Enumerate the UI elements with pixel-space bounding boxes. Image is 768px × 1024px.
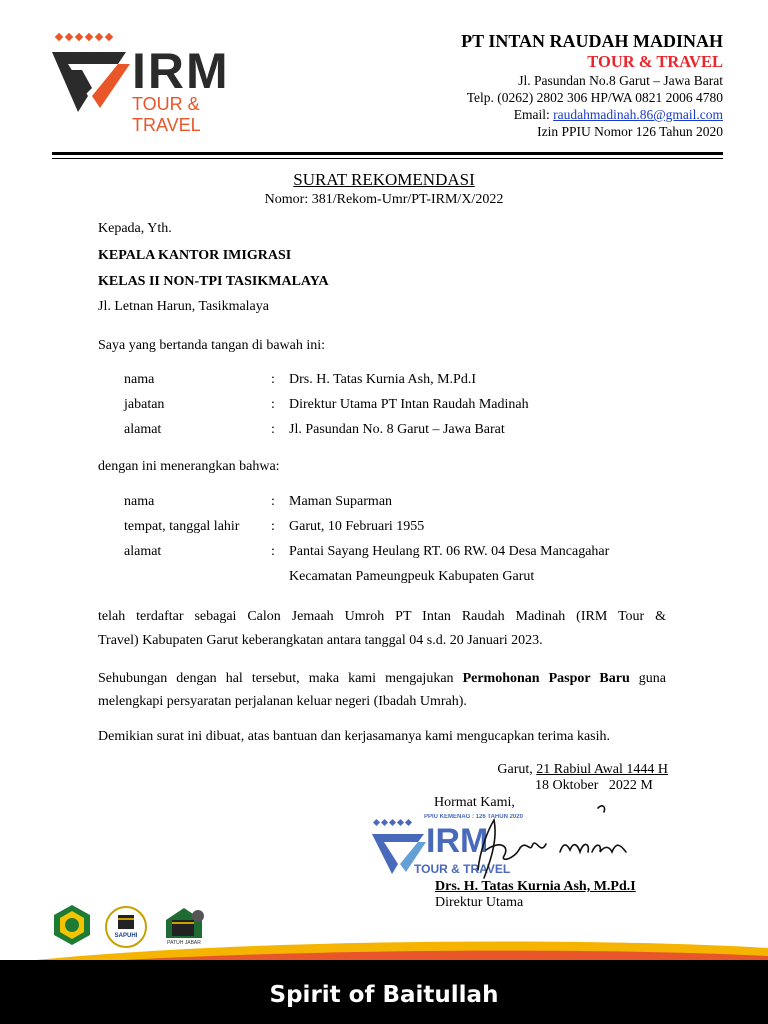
handwritten-signature bbox=[470, 800, 640, 890]
field-value: Drs. H. Tatas Kurnia Ash, M.Pd.I bbox=[289, 372, 476, 387]
stamp-caption: PPIU KEMENAG : 126 TAHUN 2020 bbox=[424, 814, 523, 820]
hijri-date: 21 Rabiul Awal 1444 H bbox=[536, 762, 668, 777]
letter-number: Nomor: 381/Rekom-Umr/PT-IRM/X/2022 bbox=[264, 192, 504, 207]
footer-slogan: Spirit of Baitullah bbox=[269, 982, 499, 1008]
paragraph-1-line2: Travel) Kabupaten Garut keberangkatan antara tanggal 04 s.d. 20 Januari 2023. bbox=[98, 633, 543, 648]
closing: Hormat Kami, bbox=[434, 795, 515, 810]
subject-address-line2: Kecamatan Pameungpeuk Kabupaten Garut bbox=[289, 569, 535, 584]
salutation: Kepada, Yth. bbox=[98, 221, 172, 236]
field-value: Pantai Sayang Heulang RT. 06 RW. 04 Desa Mancagahar bbox=[289, 544, 610, 559]
field-colon: : bbox=[271, 544, 275, 559]
para2-bold: Permohonan Paspor Baru bbox=[462, 671, 630, 686]
paragraph-2-line2: melengkapi persyaratan perjalanan keluar negeri (Ibadah Umrah). bbox=[98, 694, 467, 709]
field-colon: : bbox=[271, 397, 275, 412]
intro-text: Saya yang bertanda tangan di bawah ini: bbox=[98, 338, 326, 353]
company-license: Izin PPIU Nomor 126 Tahun 2020 bbox=[537, 124, 723, 139]
company-email-line bbox=[461, 106, 723, 123]
logo-wordmark: IRM bbox=[132, 43, 230, 99]
paragraph-2-line1 bbox=[98, 666, 666, 691]
company-tagline: TOUR & TRAVEL bbox=[587, 52, 723, 71]
greg-day-month: 18 Oktober bbox=[535, 778, 599, 793]
para2-post: guna bbox=[629, 671, 667, 686]
field-value: Garut, 10 Februari 1955 bbox=[289, 519, 425, 534]
field-colon: : bbox=[271, 519, 275, 534]
gregorian-date bbox=[535, 778, 653, 794]
field-value: Direktur Utama PT Intan Raudah Madinah bbox=[289, 397, 529, 412]
field-value: Jl. Pasundan No. 8 Garut – Jawa Barat bbox=[289, 422, 505, 437]
field-label: nama bbox=[124, 494, 155, 509]
field-label: alamat bbox=[124, 544, 162, 559]
company-address: Jl. Pasundan No.8 Garut – Jawa Barat bbox=[518, 73, 723, 88]
recipient-line1: KEPALA KANTOR IMIGRASI bbox=[98, 248, 292, 263]
company-name: PT INTAN RAUDAH MADINAH bbox=[461, 31, 723, 51]
email-link[interactable]: raudahmadinah.86@gmail.com bbox=[553, 107, 723, 122]
stamp-logo: IRM bbox=[426, 822, 489, 860]
stamp-subtext: TOUR & TRAVEL bbox=[414, 862, 511, 876]
header-rule-thick bbox=[52, 152, 723, 155]
sapuhi-label: SAPUHI bbox=[114, 933, 138, 939]
field-colon: : bbox=[271, 494, 275, 509]
company-phone: Telp. (0262) 2802 306 HP/WA 0821 2006 4780 bbox=[466, 90, 723, 105]
logo-subtext: TOUR & TRAVEL bbox=[132, 94, 201, 135]
header-rule-thin bbox=[52, 158, 723, 159]
field-colon: : bbox=[271, 372, 275, 387]
field-label: jabatan bbox=[124, 397, 165, 412]
signature-place-date bbox=[497, 762, 668, 778]
declare-text: dengan ini menerangkan bahwa: bbox=[98, 459, 280, 474]
signature-place: Garut, bbox=[497, 762, 537, 777]
paragraph-1-line1: telah terdaftar sebagai Calon Jemaah Umroh PT Intan Raudah Madinah (IRM Tour & bbox=[98, 609, 666, 624]
letter-title: SURAT REKOMENDASI bbox=[293, 170, 475, 189]
company-info bbox=[461, 30, 723, 140]
field-label: alamat bbox=[124, 422, 162, 437]
signer-position: Direktur Utama bbox=[435, 895, 524, 910]
field-label: nama bbox=[124, 372, 155, 387]
signer-name: Drs. H. Tatas Kurnia Ash, M.Pd.I bbox=[435, 879, 636, 894]
patuh-jabar-label: PATUH JABAR bbox=[167, 940, 201, 946]
field-value: Maman Suparman bbox=[289, 494, 393, 509]
para2-pre: Sehubungan dengan hal tersebut, maka kami mengajukan bbox=[98, 671, 463, 686]
greg-year: 2022 M bbox=[608, 778, 653, 793]
field-label: tempat, tanggal lahir bbox=[124, 519, 240, 534]
recipient-line2: KELAS II NON-TPI TASIKMALAYA bbox=[98, 274, 329, 289]
recipient-address: Jl. Letnan Harun, Tasikmalaya bbox=[98, 299, 269, 314]
company-logo bbox=[48, 30, 263, 135]
paragraph-3: Demikian surat ini dibuat, atas bantuan dan kerjasamanya kami mengucapkan terima kasih. bbox=[98, 729, 610, 744]
email-label: Email: bbox=[513, 107, 554, 122]
field-colon: : bbox=[271, 422, 275, 437]
